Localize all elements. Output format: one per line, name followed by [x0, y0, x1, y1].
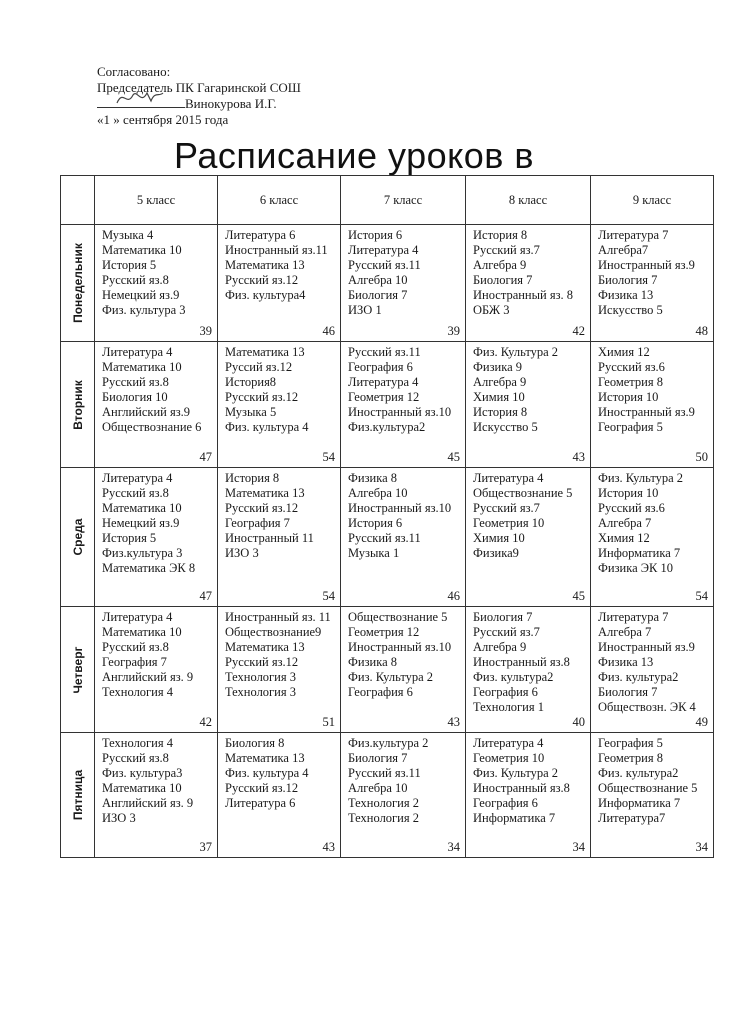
- hours-total: 46: [322, 324, 335, 338]
- day-cell: [61, 733, 95, 858]
- subject-line: Немецкий яз.9: [102, 516, 180, 530]
- subject-line: Технология 2: [348, 796, 419, 810]
- hours-total: 54: [322, 589, 335, 603]
- subject-list: [95, 225, 217, 318]
- subject-line: Литература 7: [598, 228, 669, 242]
- subject-line: Физика9: [473, 546, 519, 560]
- subject-line: Математика 10: [102, 243, 182, 257]
- hours-total: 40: [572, 715, 585, 729]
- day-row: [61, 342, 714, 468]
- subject-line: Биология 8: [225, 736, 285, 750]
- subject-line: География 5: [598, 736, 663, 750]
- subject-line: Технология 4: [102, 736, 173, 750]
- subject-line: Геометрия 10: [473, 516, 545, 530]
- hours-total: 47: [199, 450, 212, 464]
- subject-line: Алгебра 9: [473, 258, 527, 272]
- subject-line: Технология 3: [225, 670, 296, 684]
- hours-total: 45: [572, 589, 585, 603]
- subject-line: История 6: [348, 228, 403, 242]
- subject-line: История 8: [473, 405, 528, 419]
- subject-line: Химия 10: [473, 531, 525, 545]
- subject-line: История 8: [473, 228, 528, 242]
- approval-chair: Председатель ПК Гагаринской СОШ: [97, 80, 301, 95]
- hours-total: 34: [695, 840, 708, 854]
- approval-date: «1 » сентября 2015 года: [97, 112, 229, 127]
- subject-line: Физика 8: [348, 471, 397, 485]
- hours-total: 51: [322, 715, 335, 729]
- subject-line: Биология 7: [473, 610, 533, 624]
- subject-line: Литература 4: [348, 375, 419, 389]
- hours-total: 42: [572, 324, 585, 338]
- subject-line: Руссий яз.12: [225, 360, 293, 374]
- subject-line: География 6: [348, 360, 413, 374]
- schedule-cell: [591, 607, 714, 733]
- hours-total: 54: [695, 589, 708, 603]
- schedule-cell: [466, 342, 591, 468]
- subject-line: Физ. культура 3: [102, 303, 186, 317]
- subject-line: Иностранный 11: [225, 531, 314, 545]
- schedule-cell: [95, 607, 218, 733]
- subject-line: Алгебра 10: [348, 273, 408, 287]
- subject-line: ИЗО 1: [348, 303, 382, 317]
- subject-line: Математика 10: [102, 625, 182, 639]
- subject-line: Иностранный яз.10: [348, 501, 452, 515]
- subject-line: Алгебра 9: [473, 640, 527, 654]
- subject-line: Физика 8: [348, 655, 397, 669]
- day-cell: [61, 225, 95, 342]
- subject-line: Математика 10: [102, 360, 182, 374]
- subject-line: Русский яз.11: [348, 345, 421, 359]
- subject-line: Физика 9: [473, 360, 522, 374]
- schedule-cell: [95, 468, 218, 607]
- subject-line: Физ.культура2: [348, 420, 426, 434]
- subject-line: Физ. Культура 2: [473, 766, 559, 780]
- schedule-cell: [341, 225, 466, 342]
- subject-line: Литература 4: [102, 345, 173, 359]
- subject-line: Технология 3: [225, 685, 296, 699]
- subject-line: Физ. культура2: [473, 670, 554, 684]
- subject-line: Русский яз.11: [348, 766, 421, 780]
- hours-total: 49: [695, 715, 708, 729]
- subject-line: История 10: [598, 390, 659, 404]
- subject-list: [218, 468, 340, 561]
- subject-line: Математика 10: [102, 781, 182, 795]
- subject-line: Обществознание 5: [473, 486, 573, 500]
- subject-line: Литература 4: [102, 610, 173, 624]
- subject-line: Физ. Культура 2: [473, 345, 559, 359]
- class-header: 8 класс: [466, 176, 591, 225]
- day-row: [61, 607, 714, 733]
- class-header: 9 класс: [591, 176, 714, 225]
- subject-line: История8: [225, 375, 277, 389]
- subject-list: [591, 468, 713, 576]
- day-label: Вторник: [70, 379, 85, 430]
- subject-line: Физ. культура 4: [225, 766, 309, 780]
- subject-line: Физ.культура 3: [102, 546, 183, 560]
- subject-line: Литература 6: [225, 796, 296, 810]
- subject-line: Обществознание 5: [348, 610, 448, 624]
- subject-line: Физ. культура2: [598, 670, 679, 684]
- subject-line: Иностранный яз.10: [348, 640, 452, 654]
- subject-line: Алгебра 7: [598, 625, 652, 639]
- subject-line: Геометрия 10: [473, 751, 545, 765]
- class-header: 7 класс: [341, 176, 466, 225]
- subject-list: [95, 733, 217, 826]
- subject-line: Обществознание9: [225, 625, 322, 639]
- subject-line: Физ.культура 2: [348, 736, 429, 750]
- subject-line: Иностранный яз.9: [598, 640, 695, 654]
- subject-line: Технология 2: [348, 811, 419, 825]
- subject-line: Математика ЭК 8: [102, 561, 196, 575]
- hours-total: 42: [199, 715, 212, 729]
- subject-line: Литература 7: [598, 610, 669, 624]
- subject-line: ИЗО 3: [225, 546, 259, 560]
- subject-list: [218, 342, 340, 435]
- subject-list: [95, 342, 217, 435]
- subject-line: Музыка 4: [102, 228, 154, 242]
- approval-name: Винокурова И.Г.: [185, 96, 277, 111]
- subject-line: Математика 13: [225, 345, 305, 359]
- subject-line: Немецкий яз.9: [102, 288, 180, 302]
- subject-line: ОБЖ 3: [473, 303, 510, 317]
- subject-line: Информатика 7: [598, 546, 681, 560]
- schedule-cell: [341, 607, 466, 733]
- hours-total: 43: [572, 450, 585, 464]
- subject-line: Иностранный яз. 11: [225, 610, 331, 624]
- subject-line: История 6: [348, 516, 403, 530]
- schedule-cell: [218, 468, 341, 607]
- schedule-cell: [218, 733, 341, 858]
- subject-line: Биология 7: [598, 273, 658, 287]
- subject-line: Геометрия 8: [598, 751, 663, 765]
- subject-line: Русский яз.8: [102, 640, 169, 654]
- subject-list: [341, 733, 465, 826]
- subject-line: Физ. Культура 2: [348, 670, 434, 684]
- schedule-cell: [341, 733, 466, 858]
- hours-total: 45: [447, 450, 460, 464]
- subject-line: Русский яз.11: [348, 258, 421, 272]
- schedule-cell: [341, 468, 466, 607]
- subject-line: Алгебра 7: [598, 516, 652, 530]
- hours-total: 34: [447, 840, 460, 854]
- subject-list: [591, 733, 713, 826]
- approval-heading: Согласовано:: [97, 64, 171, 79]
- subject-line: Технология 4: [102, 685, 173, 699]
- subject-list: [341, 607, 465, 700]
- subject-line: Иностранный яз.8: [473, 781, 570, 795]
- subject-line: Технология 1: [473, 700, 544, 714]
- subject-line: История 5: [102, 258, 157, 272]
- schedule-cell: [591, 225, 714, 342]
- schedule-cell: [95, 225, 218, 342]
- subject-line: Физ. культура2: [598, 766, 679, 780]
- hours-total: 39: [199, 324, 212, 338]
- schedule-table: [60, 175, 714, 858]
- schedule-cell: [466, 733, 591, 858]
- schedule-cell: [591, 733, 714, 858]
- schedule-cell: [591, 342, 714, 468]
- subject-list: [218, 607, 340, 700]
- subject-line: Русский яз.12: [225, 501, 299, 515]
- day-row: [61, 468, 714, 607]
- hours-total: 34: [572, 840, 585, 854]
- subject-line: Алгебра 9: [473, 375, 527, 389]
- subject-list: [466, 607, 590, 715]
- subject-line: География 7: [225, 516, 290, 530]
- approval-signature-row: [97, 96, 301, 112]
- subject-line: Биология 10: [102, 390, 168, 404]
- subject-line: Математика 13: [225, 486, 305, 500]
- subject-line: Иностранный яз.9: [598, 258, 695, 272]
- subject-line: Химия 12: [598, 345, 650, 359]
- subject-list: [95, 607, 217, 700]
- subject-line: Иностранный яз.11: [225, 243, 328, 257]
- subject-line: Обществозн. ЭК 4: [598, 700, 696, 714]
- day-cell: [61, 468, 95, 607]
- subject-line: История 10: [598, 486, 659, 500]
- schedule-cell: [591, 468, 714, 607]
- subject-line: Информатика 7: [473, 811, 556, 825]
- subject-list: [591, 225, 713, 318]
- subject-list: [466, 225, 590, 318]
- subject-line: Искусство 5: [473, 420, 538, 434]
- class-header: 6 класс: [218, 176, 341, 225]
- signature-mark: [115, 87, 165, 109]
- subject-line: Физ. культура4: [225, 288, 306, 302]
- subject-list: [466, 342, 590, 435]
- signature-line: [97, 97, 185, 108]
- hours-total: 43: [447, 715, 460, 729]
- day-label: Пятница: [70, 769, 85, 821]
- subject-line: Обществознание 6: [102, 420, 202, 434]
- day-label: Четверг: [70, 645, 85, 694]
- subject-line: Иностранный яз.9: [598, 405, 695, 419]
- subject-line: География 6: [473, 796, 538, 810]
- subject-line: Иностранный яз.8: [473, 655, 570, 669]
- subject-line: Математика 13: [225, 640, 305, 654]
- schedule-cell: [341, 342, 466, 468]
- subject-line: Русский яз.12: [225, 655, 299, 669]
- subject-line: Алгебра 10: [348, 781, 408, 795]
- subject-line: Геометрия 12: [348, 625, 420, 639]
- hours-total: 39: [447, 324, 460, 338]
- subject-line: Русский яз.8: [102, 751, 169, 765]
- page-title: Расписание уроков в: [174, 135, 535, 176]
- schedule-cell: [95, 342, 218, 468]
- subject-line: Литература 4: [348, 243, 419, 257]
- day-label: Среда: [70, 518, 85, 556]
- subject-line: Геометрия 8: [598, 375, 663, 389]
- schedule-cell: [218, 607, 341, 733]
- subject-line: Русский яз.8: [102, 375, 169, 389]
- subject-line: История 8: [225, 471, 280, 485]
- subject-line: Физ. Культура 2: [598, 471, 684, 485]
- subject-line: Русский яз.7: [473, 243, 540, 257]
- subject-line: Русский яз.12: [225, 273, 299, 287]
- subject-line: Русский яз.7: [473, 501, 540, 515]
- schedule-cell: [218, 225, 341, 342]
- class-header: 5 класс: [95, 176, 218, 225]
- subject-line: Биология 7: [348, 288, 408, 302]
- subject-line: Физ. культура 4: [225, 420, 309, 434]
- schedule-cell: [218, 342, 341, 468]
- subject-line: Геометрия 12: [348, 390, 420, 404]
- subject-list: [591, 607, 713, 715]
- subject-list: [341, 225, 465, 318]
- subject-line: Литература 6: [225, 228, 296, 242]
- subject-line: Русский яз.7: [473, 625, 540, 639]
- subject-line: Химия 12: [598, 531, 650, 545]
- subject-list: [466, 733, 590, 826]
- day-row: [61, 733, 714, 858]
- schedule-cell: [466, 468, 591, 607]
- subject-line: Музыка 5: [225, 405, 277, 419]
- hours-total: 47: [199, 589, 212, 603]
- hours-total: 50: [695, 450, 708, 464]
- subject-line: Алгебра7: [598, 243, 649, 257]
- subject-line: Русский яз.6: [598, 501, 665, 515]
- subject-line: Английский яз. 9: [102, 796, 194, 810]
- subject-line: Обществознание 5: [598, 781, 698, 795]
- subject-line: Информатика 7: [598, 796, 681, 810]
- day-cell: [61, 607, 95, 733]
- subject-line: Биология 7: [348, 751, 408, 765]
- subject-line: ИЗО 3: [102, 811, 136, 825]
- subject-line: Иностранный яз.10: [348, 405, 452, 419]
- subject-line: Физика ЭК 10: [598, 561, 673, 575]
- subject-line: Математика 13: [225, 258, 305, 272]
- hours-total: 48: [695, 324, 708, 338]
- subject-line: Литература7: [598, 811, 666, 825]
- hours-total: 54: [322, 450, 335, 464]
- subject-list: [341, 468, 465, 561]
- hours-total: 37: [199, 840, 212, 854]
- schedule-cell: [95, 733, 218, 858]
- subject-line: Русский яз.6: [598, 360, 665, 374]
- subject-line: Музыка 1: [348, 546, 400, 560]
- subject-line: Английский яз. 9: [102, 670, 194, 684]
- subject-line: Физика 13: [598, 288, 654, 302]
- hours-total: 43: [322, 840, 335, 854]
- subject-line: Физ. культура3: [102, 766, 183, 780]
- subject-list: [218, 225, 340, 303]
- subject-line: Литература 4: [102, 471, 173, 485]
- subject-line: Биология 7: [473, 273, 533, 287]
- subject-line: История 5: [102, 531, 157, 545]
- subject-list: [95, 468, 217, 576]
- day-label: Понедельник: [70, 243, 85, 323]
- subject-line: Химия 10: [473, 390, 525, 404]
- hours-total: 46: [447, 589, 460, 603]
- subject-line: Алгебра 10: [348, 486, 408, 500]
- subject-list: [341, 342, 465, 435]
- schedule-cell: [466, 607, 591, 733]
- subject-line: Иностранный яз. 8: [473, 288, 574, 302]
- subject-line: Математика 10: [102, 501, 182, 515]
- schedule-cell: [466, 225, 591, 342]
- corner-cell: [61, 176, 95, 225]
- subject-line: География 6: [348, 685, 413, 699]
- subject-line: Русский яз.8: [102, 486, 169, 500]
- subject-line: Английский яз.9: [102, 405, 191, 419]
- approval-block: [97, 64, 301, 128]
- subject-list: [466, 468, 590, 561]
- subject-line: Физика 13: [598, 655, 654, 669]
- subject-line: География 6: [473, 685, 538, 699]
- subject-list: [218, 733, 340, 811]
- subject-line: Искусство 5: [598, 303, 663, 317]
- subject-list: [591, 342, 713, 435]
- day-cell: [61, 342, 95, 468]
- subject-line: Литература 4: [473, 471, 544, 485]
- day-row: [61, 225, 714, 342]
- subject-line: География 7: [102, 655, 167, 669]
- subject-line: География 5: [598, 420, 663, 434]
- subject-line: Русский яз.12: [225, 781, 299, 795]
- subject-line: Биология 7: [598, 685, 658, 699]
- subject-line: Русский яз.11: [348, 531, 421, 545]
- subject-line: Русский яз.8: [102, 273, 169, 287]
- subject-line: Математика 13: [225, 751, 305, 765]
- subject-line: Русский яз.12: [225, 390, 299, 404]
- subject-line: Литература 4: [473, 736, 544, 750]
- header-row: [61, 176, 714, 225]
